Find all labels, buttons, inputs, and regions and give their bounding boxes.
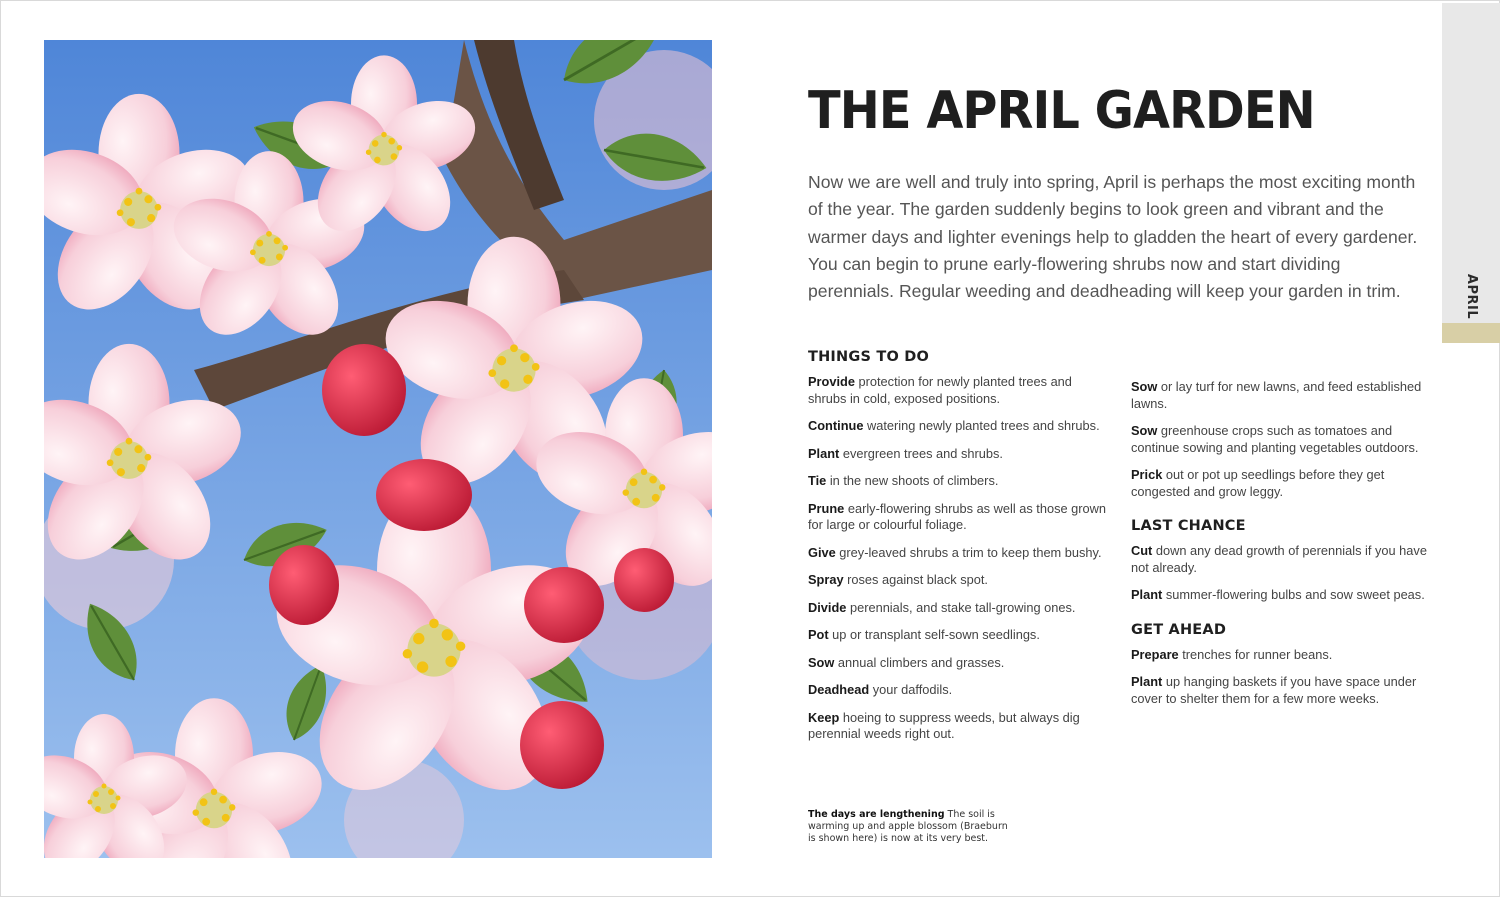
item-keyword: Provide (808, 374, 855, 389)
item-text: roses against black spot. (843, 572, 988, 587)
item-text: early-flowering shrubs as well as those grown for large or colourful foliage. (808, 500, 1107, 532)
item-text: watering newly planted trees and shrubs. (863, 418, 1100, 433)
item-text: hoeing to suppress weeds, but always dig perennial weeds right out. (808, 709, 1080, 741)
item-keyword: Sow (808, 654, 835, 670)
item-text: perennials, and stake tall-growing ones. (846, 599, 1076, 615)
item-keyword: Plant (1131, 587, 1163, 602)
item-keyword: Give (808, 544, 836, 560)
item-keyword: Plant (808, 445, 840, 461)
item-keyword: Spray (808, 572, 844, 587)
item-text: protection for newly planted trees and shrubs in cold, exposed positions. (808, 374, 1072, 406)
item-keyword: Plant (1131, 674, 1163, 689)
item-keyword: Sow (1131, 379, 1158, 394)
item-keyword: Keep (808, 709, 840, 725)
list-item (808, 501, 1108, 534)
list-item (808, 600, 1108, 617)
list-item (808, 418, 1108, 435)
list-item (1131, 543, 1431, 576)
list-item (1131, 379, 1431, 412)
item-text: or lay turf for new lawns, and feed established lawns. (1131, 379, 1422, 411)
item-keyword: Sow (1131, 423, 1158, 438)
item-text: evergreen trees and shrubs. (839, 445, 1003, 461)
item-text: greenhouse crops such as tomatoes and continue sowing and planting vegetables outdoors. (1131, 423, 1419, 455)
caption-lead: The days are lengthening (808, 809, 945, 820)
month-side-tab-label (1458, 271, 1486, 321)
item-text: out or pot up seedlings before they get congested and grow leggy. (1131, 467, 1385, 499)
item-text: in the new shoots of climbers. (826, 473, 999, 488)
list-item (808, 374, 1108, 407)
list-item (1131, 647, 1431, 664)
item-keyword: Pot (808, 627, 829, 642)
things-to-do-column (808, 349, 1108, 754)
caption-text: The soil is warming up and apple blossom (Braeburn is shown here) is now at its very best. (808, 809, 1008, 844)
item-keyword: Deadhead (808, 682, 870, 697)
last-chance-heading: LAST CHANCE (1131, 518, 1246, 534)
right-column (1131, 379, 1431, 718)
list-item (808, 446, 1108, 463)
page-title: THE APRIL GARDEN (808, 81, 1315, 141)
item-text: summer-flowering bulbs and sow sweet peas. (1162, 587, 1425, 602)
item-keyword: Continue (808, 418, 864, 433)
list-item (1131, 587, 1431, 604)
list-item (808, 655, 1108, 672)
item-text: trenches for runner beans. (1178, 646, 1333, 662)
item-text: up hanging baskets if you have space under cover to shelter them for a few more weeks. (1131, 674, 1417, 706)
item-keyword: Prepare (1131, 646, 1179, 662)
item-keyword: Tie (808, 473, 827, 488)
list-item (1131, 674, 1431, 707)
list-item (808, 627, 1108, 644)
list-item (808, 545, 1108, 562)
list-item (808, 572, 1108, 589)
item-text: annual climbers and grasses. (834, 654, 1005, 670)
photo-caption (808, 809, 1018, 845)
item-text: your daffodils. (869, 682, 953, 697)
list-item (808, 682, 1108, 699)
things-to-do-heading: THINGS TO DO (808, 349, 929, 365)
list-item (808, 710, 1108, 743)
item-keyword: Prick (1131, 467, 1163, 482)
item-text: up or transplant self-sown seedlings. (828, 627, 1040, 642)
item-keyword: Divide (808, 599, 847, 615)
apple-blossom-photo (44, 40, 712, 858)
item-text: down any dead growth of perennials if you have not already. (1131, 543, 1427, 575)
item-text: grey-leaved shrubs a trim to keep them bushy. (835, 544, 1102, 560)
list-item (1131, 423, 1431, 456)
list-item (808, 473, 1108, 490)
item-keyword: Cut (1131, 543, 1153, 558)
month-side-tab-accent (1442, 323, 1500, 343)
intro-paragraph: Now we are well and truly into spring, April is perhaps the most exciting month of the year. The garden suddenly begins to look green and vibrant and the warmer days and lighter evenings help to gladden the heart of every gardener. You can begin to prune early-flowering shrubs now and start dividing perennials. Regular weeding and deadheading will keep your garden in trim. (808, 172, 1418, 302)
list-item (1131, 467, 1431, 500)
get-ahead-heading: GET AHEAD (1131, 621, 1227, 638)
month-label: APRIL (1464, 273, 1480, 319)
item-keyword: Prune (808, 500, 845, 516)
